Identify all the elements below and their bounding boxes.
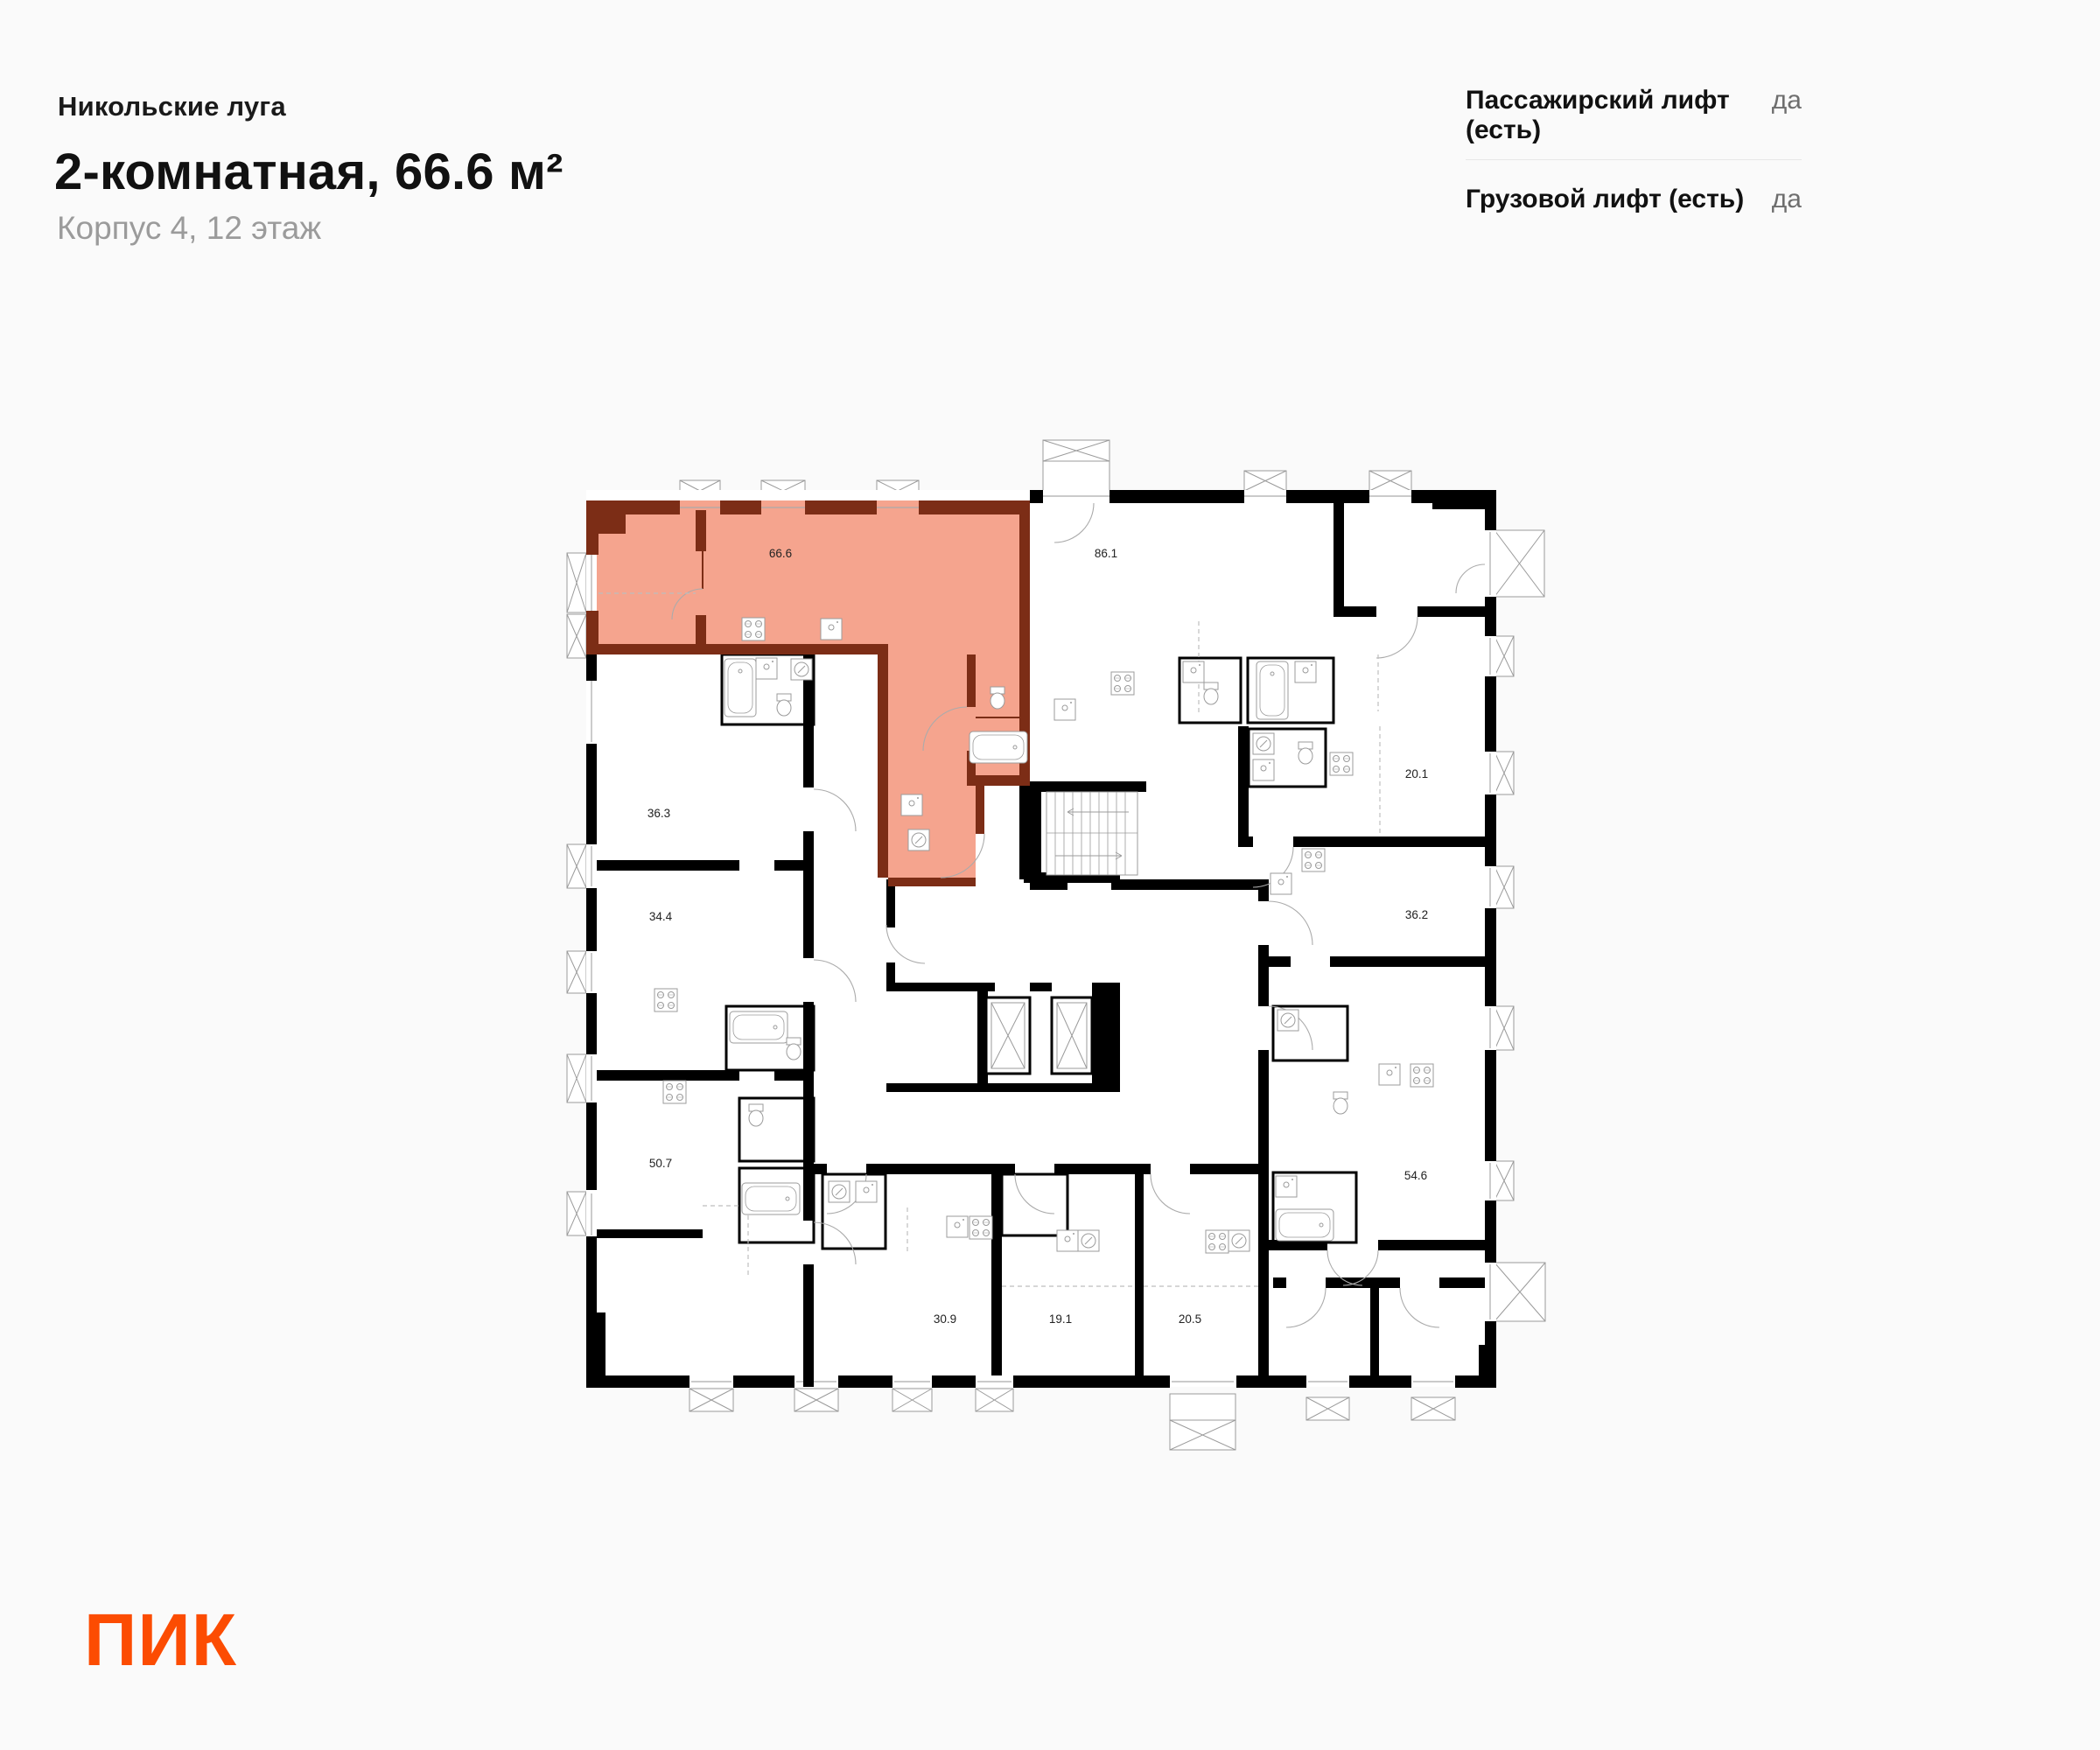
unit-label-36-2[interactable]: 36.2 [1404, 908, 1429, 921]
cargo-lift-label: Грузовой лифт (есть) [1466, 185, 1745, 214]
unit-label-36-3[interactable]: 36.3 [647, 807, 671, 820]
unit-label-66-6[interactable]: 66.6 [768, 547, 793, 560]
unit-label-20-1[interactable]: 20.1 [1404, 767, 1429, 780]
cargo-lift-value: да [1771, 185, 1802, 214]
page-subtitle: Корпус 4, 12 этаж [57, 210, 322, 246]
right-porch [1494, 1263, 1545, 1321]
passenger-lift-value: да [1771, 86, 1802, 115]
unit-label-34-4[interactable]: 34.4 [648, 910, 673, 923]
bottom-porch [1170, 1394, 1236, 1450]
unit-label-19-1[interactable]: 19.1 [1048, 1312, 1073, 1326]
pik-logo[interactable]: ПИК [84, 1599, 238, 1681]
unit-label-20-5[interactable]: 20.5 [1178, 1312, 1202, 1326]
cargo-lift-row [1466, 159, 1802, 234]
passenger-lift-row [1466, 86, 1802, 159]
project-name: Никольские луга [58, 91, 286, 122]
passenger-lift-label: Пассажирский лифт (есть) [1466, 86, 1730, 144]
unit-label-86-1[interactable]: 86.1 [1094, 547, 1118, 560]
unit-label-30-9[interactable]: 30.9 [933, 1312, 957, 1326]
floorplan [560, 429, 1558, 1483]
bathtub-icon [970, 732, 1027, 763]
top-porch [1043, 440, 1110, 491]
stairs [1046, 792, 1138, 875]
page-title: 2-комнатная, 66.6 м² [54, 144, 564, 200]
unit-label-50-7[interactable]: 50.7 [648, 1157, 673, 1170]
unit-label-54-6[interactable]: 54.6 [1404, 1169, 1428, 1182]
lift-info-panel [1466, 86, 1802, 234]
